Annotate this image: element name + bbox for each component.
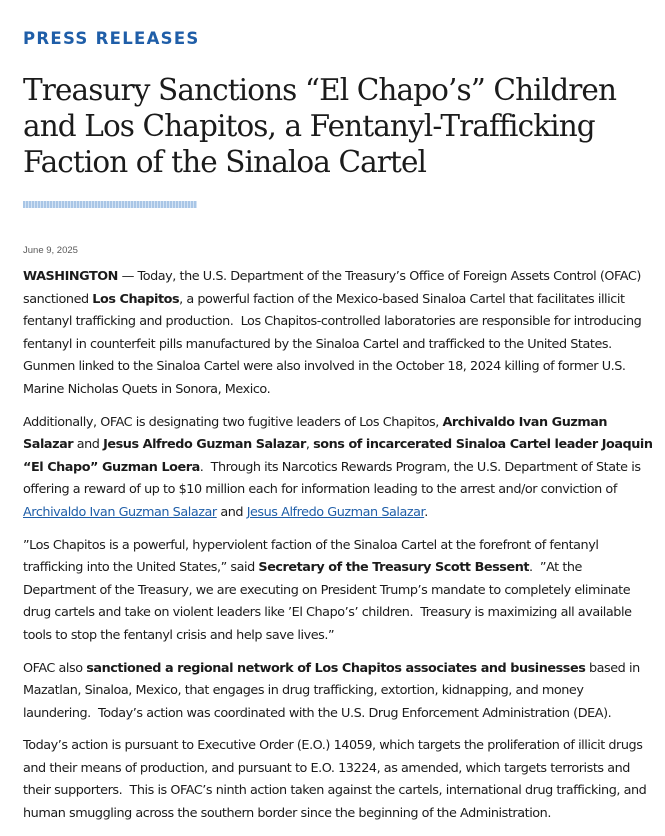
bold-text: Archivaldo Ivan Guzman Salazar [23, 414, 608, 453]
bold-text: sons of incarcerated Sinaloa Cartel leader Joaquin “El Chapo” Guzman Loera [23, 437, 653, 475]
bold-text: Los Chapitos [92, 291, 180, 307]
page-title: Treasury Sanctions “El Chapo’s” Children and Los Chapitos, a Fentanyl-Trafficking Faction of the Sinaloa Cartel [23, 73, 617, 179]
dateline: WASHINGTON [23, 269, 118, 284]
paragraph-text: . ”At the Department of the Treasury, we are executing on President Trump’s mandate to completely eliminate drug cartels and take on violent leaders like ’El Chapo’s’ children. Treasury is maximizing all available tools to stop the fentanyl crisis and help save lives.” [23, 560, 632, 643]
paragraph-4 [23, 658, 657, 726]
paragraph-text: Today’s action is pursuant to Executive Order (E.O.) 14059, which targets the proliferation of illicit drugs and their means of production, and pursuant to E.O. 13224, as amended, which targets terrorists and their supporters. This is OFAC’s ninth action taken against the cartels, international drug trafficking, and human smuggling across the southern border since the beginning of the Administration. [23, 738, 647, 822]
paragraph-text: Additionally, OFAC is designating two fugitive leaders of Los Chapitos, [23, 414, 443, 430]
paragraph-text: and [216, 504, 247, 520]
paragraph-text: and [73, 437, 104, 453]
reward-link-jesus-alfredo[interactable]: Jesus Alfredo Guzman Salazar [246, 504, 425, 520]
paragraph-text: , a powerful faction of the Mexico-based Sinaloa Cartel that facilitates illicit fentanyl trafficking and production. Los Chapitos-controlled laboratories are responsible for introducing fentanyl in counterfeit pills manufactured by the Sinaloa Cartel and trafficked to the United States. Gunmen linked to the Sinaloa Cartel were also involved in the October 18, 2024 killing of former U.S. Marine Nicholas Quets in Sonora, Mexico. [23, 291, 642, 397]
paragraph-text: . Through its Narcotics Rewards Program, the U.S. Department of State is offering a reward of up to $10 million each for information leading to the arrest and/or conviction of [23, 459, 641, 498]
paragraph-text: OFAC also [23, 660, 87, 676]
paragraph-1 [23, 266, 657, 402]
paragraph-text: ”Los Chapitos is a powerful, hyperviolent faction of the Sinaloa Cartel at the forefront of fentanyl trafficking into the United States,” said [23, 537, 599, 576]
title-divider [23, 201, 197, 208]
reward-link-archivaldo[interactable]: Archivaldo Ivan Guzman Salazar [23, 504, 217, 520]
paragraph-3 [23, 535, 657, 648]
section-label[interactable]: PRESS RELEASES [23, 29, 200, 48]
paragraph-5 [23, 735, 657, 825]
paragraph-2 [23, 412, 657, 525]
paragraph-text: , [305, 437, 314, 453]
article-body [23, 266, 657, 836]
bold-text: Jesus Alfredo Guzman Salazar [103, 437, 306, 453]
publish-date: June 9, 2025 [23, 245, 78, 256]
bold-text: sanctioned a regional network of Los Chapitos associates and businesses [86, 660, 586, 676]
paragraph-text: — Today, the U.S. Department of the Treasury’s Office of Foreign Assets Control (OFAC) sanctioned [23, 269, 641, 307]
paragraph-text: . [424, 504, 428, 520]
paragraph-text: based in Mazatlan, Sinaloa, Mexico, that engages in drug trafficking, extortion, kidnapping, and money laundering. Today’s action was coordinated with the U.S. Drug Enforcement Administration (DEA). [23, 660, 640, 721]
bold-text: Secretary of the Treasury Scott Bessent [258, 560, 530, 576]
